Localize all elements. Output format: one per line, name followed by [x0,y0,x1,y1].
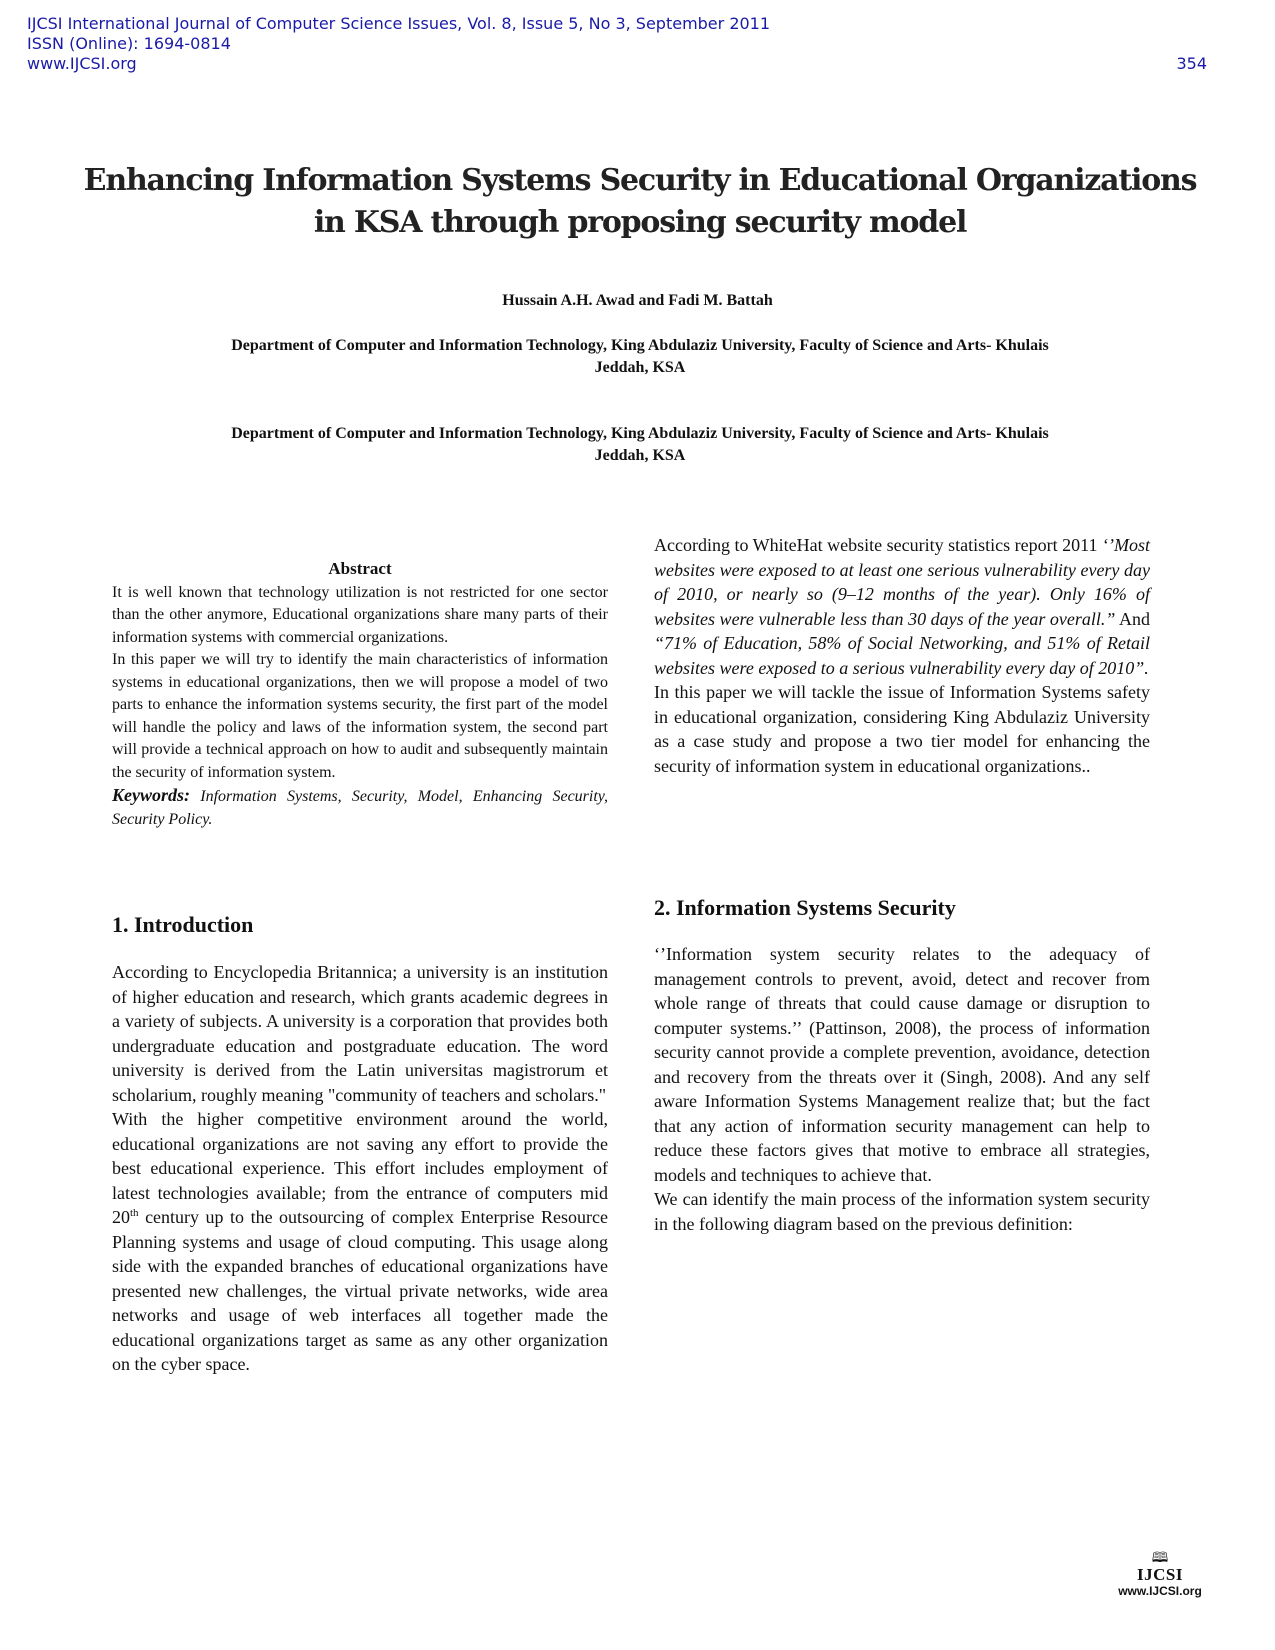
logo-url[interactable]: www.IJCSI.org [1118,1584,1202,1598]
section-2-heading: 2. Information Systems Security [654,895,956,920]
paper-title [60,160,1220,244]
keywords-label: Keywords: [112,785,190,805]
affiliation-2-line-2: Jeddah, KSA [594,447,686,464]
journal-url[interactable]: www.IJCSI.org [27,54,137,73]
paper-title-line-1: Enhancing Information Systems Security in Educational Organizations [83,163,1197,198]
affiliation-1-line-2: Jeddah, KSA [594,359,686,376]
abstract [112,558,608,831]
paper-aim-paragraph: In this paper we will tackle the issue of Information Systems safety in educational organization, considering King Abdulaziz University as a case study and propose a two tier model for enhancing the security of information system in educational organizations.. [654,682,1150,776]
whitehat-text-a: According to WhiteHat website security statistics report 2011 [654,535,1102,555]
introduction-paragraph-1: According to Encyclopedia Britannica; a university is an institution of higher education and research, which grants academic degrees in a variety of subjects. A university is a corporation that provides both undergraduate education and postgraduate education. The word university is derived from the Latin universitas magistrorum et scholarium, roughly meaning "community of teachers and scholars." [112,962,608,1105]
keywords [112,784,608,831]
whitehat-text-b: And [1115,608,1150,629]
ijcsi-logo [1105,1552,1215,1598]
affiliation-2-line-1: Department of Computer and Information Technology, King Abdulaziz University, Faculty of Science and Arts- Khulais [231,425,1049,442]
whitehat-quote-2: “71% of Education, 58% of Social Networking, and 51% of Retail websites were exposed to a serious vulnerability every day of 2010”. [654,633,1150,678]
section-2-body [654,942,1150,1236]
affiliation-2 [90,423,1190,467]
introduction-heading: 1. Introduction [112,912,254,937]
affiliation-1 [90,335,1190,379]
introduction-paragraph-2-part-b: century up to the outsourcing of complex Enterprise Resource Planning systems and usage of cloud computing. This usage along side with the expanded branches of educational organizations have presented new challenges, the virtual private networks, wide area networks and usage of web interfaces all together made the educational organizations target as same as any other organization on the cyber space. [112,1207,608,1374]
journal-title-line: IJCSI International Journal of Computer Science Issues, Vol. 8, Issue 5, No 3, September 2011 [27,14,771,33]
journal-header [27,14,1207,74]
abstract-paragraph-1: It is well known that technology utilization is not restricted for one sector than the other anymore, Educational organizations share many parts of their information systems with commercial organizations. [112,583,608,646]
section-2-paragraph-1: ‘’Information system security relates to the adequacy of management controls to prevent, avoid, detect and recover from whole range of threats that could cause damage or disruption to computer systems.’’ (Pattinson, 2008), the process of information security cannot provide a complete prevention, avoidance, detection and recovery from the threats over it (Singh, 2008). And any self aware Information Systems Management realize that; but the fact that any action of information security management can help to reduce these factors gives that motive to embrace all strategies, models and techniques to achieve that. [654,944,1150,1185]
whitehat-paragraph [654,533,1150,680]
section-2-paragraph-2: We can identify the main process of the information system security in the following diagram based on the previous definition: [654,1189,1150,1234]
page-number: 354 [1176,54,1207,73]
right-column-intro [654,533,1150,778]
abstract-heading: Abstract [328,559,392,578]
paper-title-line-2: in KSA through proposing security model [313,205,967,240]
issn-line: ISSN (Online): 1694-0814 [27,34,231,53]
introduction-paragraph-2 [112,1107,608,1377]
authors: Hussain A.H. Awad and Fadi M. Battah [502,292,773,309]
whitehat-quote-1: ‘’Most websites were exposed to at least one serious vulnerability every day of 2010, or nearly so (9–12 months of the year). Only 16% of websites were vulnerable less than 30 days of the year overall.” [654,535,1150,629]
logo-name: IJCSI [1137,1565,1183,1584]
superscript-th: th [130,1207,139,1219]
introduction-paragraph-2-part-a: With the higher competitive environment around the world, educational organizations are not saving any effort to provide the best educational experience. This effort includes employment of latest technologies available; from the entrance of computers mid 20 [112,1109,608,1227]
section-2 [654,895,956,921]
introduction-body [112,960,608,1377]
book-icon: 🕮 [1151,1551,1169,1566]
affiliation-1-line-1: Department of Computer and Information Technology, King Abdulaziz University, Faculty of Science and Arts- Khulais [231,337,1049,354]
abstract-paragraph-2: In this paper we will try to identify the main characteristics of information systems in educational organizations, then we will propose a model of two parts to enhance the information systems security, the first part of the model will handle the policy and laws of the information system, the second part will provide a technical approach on how to audit and subsequently maintain the security of information system. [112,651,608,781]
introduction-section [112,912,253,938]
keywords-text: Information Systems, Security, Model, Enhancing Security, Security Policy. [112,788,609,828]
